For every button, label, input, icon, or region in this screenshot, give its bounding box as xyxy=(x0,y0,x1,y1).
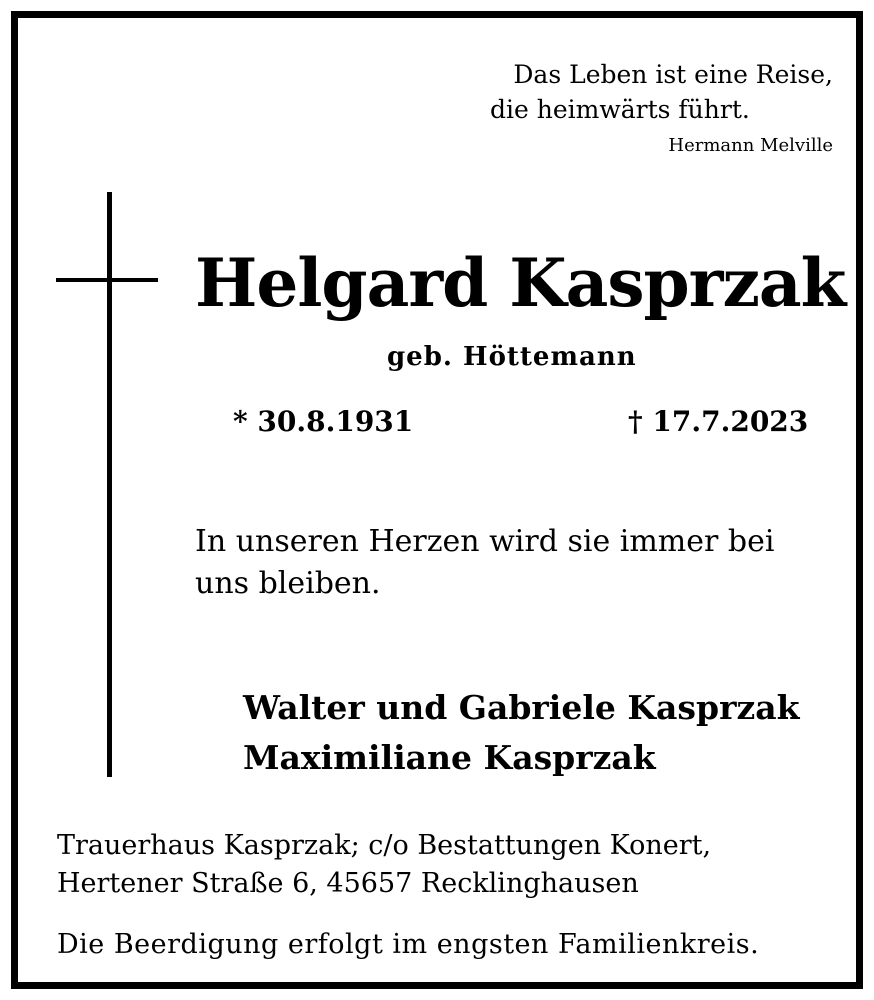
burial-note: Die Beerdigung erfolgt im engsten Familienkreis. xyxy=(57,929,760,960)
family-line-2: Maximiliane Kasprzak xyxy=(243,738,656,777)
obituary-frame xyxy=(11,11,863,989)
address-line-2: Hertener Straße 6, 45657 Recklinghausen xyxy=(57,868,639,899)
memorial-message-line-1: In unseren Herzen wird sie immer bei xyxy=(195,524,775,559)
birth-date: * 30.8.1931 xyxy=(233,405,414,438)
family-signature xyxy=(243,683,799,783)
quote-line-2: die heimwärts führt. xyxy=(490,95,750,124)
cross-icon-horizontal xyxy=(56,278,158,282)
mourning-address xyxy=(57,827,711,903)
birth-name: geb. Höttemann xyxy=(387,342,637,372)
memorial-message xyxy=(195,521,845,605)
death-date: † 17.7.2023 xyxy=(628,405,809,438)
address-line-1: Trauerhaus Kasprzak; c/o Bestattungen Konert, xyxy=(57,830,712,861)
quote-author: Hermann Melville xyxy=(668,135,833,156)
quote-line-1: Das Leben ist eine Reise, xyxy=(513,60,833,89)
family-line-1: Walter und Gabriele Kasprzak xyxy=(243,688,800,727)
deceased-name: Helgard Kasprzak xyxy=(195,244,846,322)
obituary-content xyxy=(25,25,849,975)
memorial-message-line-2: uns bleiben. xyxy=(195,566,381,601)
